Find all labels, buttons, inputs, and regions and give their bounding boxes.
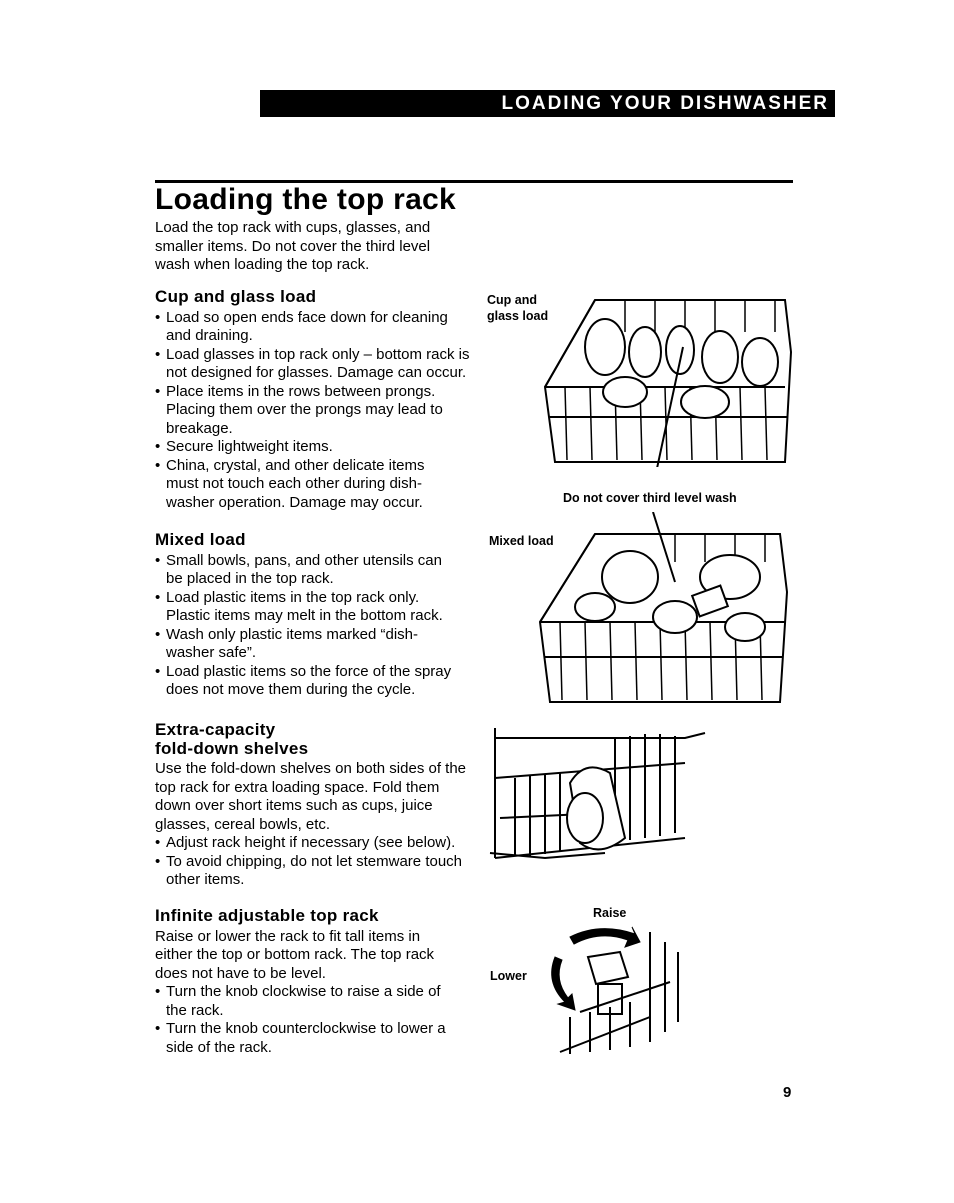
list-item: • Load plastic items in the top rack only. Plastic items may melt in the bottom rack. (155, 589, 475, 626)
list-item: • Wash only plastic items marked “dish-washer safe”. (155, 626, 475, 663)
list-item: • Secure lightweight items. (155, 438, 480, 457)
caption-raise: Raise (593, 906, 627, 920)
extra-heading-line2: fold-down shelves (155, 739, 309, 758)
caption-mixed-load: Mixed load (489, 534, 554, 548)
section-banner-text: LOADING YOUR DISHWASHER (501, 92, 829, 114)
section-extra-capacity (155, 720, 467, 890)
intro-block (155, 219, 455, 275)
caption-cup-line2: glass load (487, 309, 549, 323)
caption-third-level: Do not cover third level wash (563, 491, 737, 505)
raise-arrow-icon (570, 927, 640, 947)
caption-lower: Lower (490, 969, 527, 983)
mixed-load-rack-illustration (535, 512, 795, 707)
infinite-list (155, 983, 460, 1057)
list-item: • Small bowls, pans, and other utensils can be placed in the top rack. (155, 552, 475, 589)
rack-knob-illustration (540, 922, 685, 1057)
list-item: • Adjust rack height if necessary (see below). (155, 834, 467, 853)
intro-paragraph: Load the top rack with cups, glasses, and smaller items. Do not cover the third level wash when loading the top rack. (155, 219, 431, 273)
caption-cup-line1: Cup and (487, 293, 537, 307)
cup-glass-list (155, 309, 480, 513)
extra-heading-line1: Extra-capacity (155, 720, 276, 739)
page-number: 9 (783, 1084, 792, 1101)
extra-list (155, 834, 467, 890)
infinite-heading: Infinite adjustable top rack (155, 906, 379, 925)
extra-paragraph: Use the fold-down shelves on both sides of the top rack for extra loading space. Fold them down over short items such as cups, juice glasses, cereal bowls, etc. (155, 760, 467, 833)
list-item: • Load so open ends face down for cleaning and draining. (155, 309, 480, 346)
extra-capacity-heading (155, 720, 467, 758)
list-item: • Turn the knob clockwise to raise a side of the rack. (155, 983, 460, 1020)
cup-glass-heading: Cup and glass load (155, 287, 317, 306)
cup-glass-rack-illustration (535, 292, 800, 467)
section-mixed (155, 531, 475, 700)
section-cup-glass (155, 288, 480, 512)
list-item: • Load plastic items so the force of the spray does not move them during the cycle. (155, 663, 475, 700)
infinite-paragraph: Raise or lower the rack to fit tall items in either the top or bottom rack. The top rack does not have to be level. (155, 927, 435, 982)
mixed-heading: Mixed load (155, 530, 246, 549)
list-item: • Place items in the rows between prongs. Placing them over the prongs may lead to breakage. (155, 383, 480, 439)
section-infinite-adjust (155, 907, 460, 1057)
lower-arrow-icon (552, 957, 575, 1010)
section-banner (260, 90, 835, 117)
fold-down-shelf-illustration (485, 718, 710, 868)
list-item: • China, crystal, and other delicate items must not touch each other during dish-washer operation. Damage may occur. (155, 457, 480, 513)
list-item: • Load glasses in top rack only – bottom rack is not designed for glasses. Damage can occur. (155, 346, 480, 383)
page-title: Loading the top rack (155, 183, 457, 216)
list-item: • To avoid chipping, do not let stemware touch other items. (155, 853, 467, 890)
mixed-list (155, 552, 475, 700)
list-item: • Turn the knob counterclockwise to lower a side of the rack. (155, 1020, 460, 1057)
